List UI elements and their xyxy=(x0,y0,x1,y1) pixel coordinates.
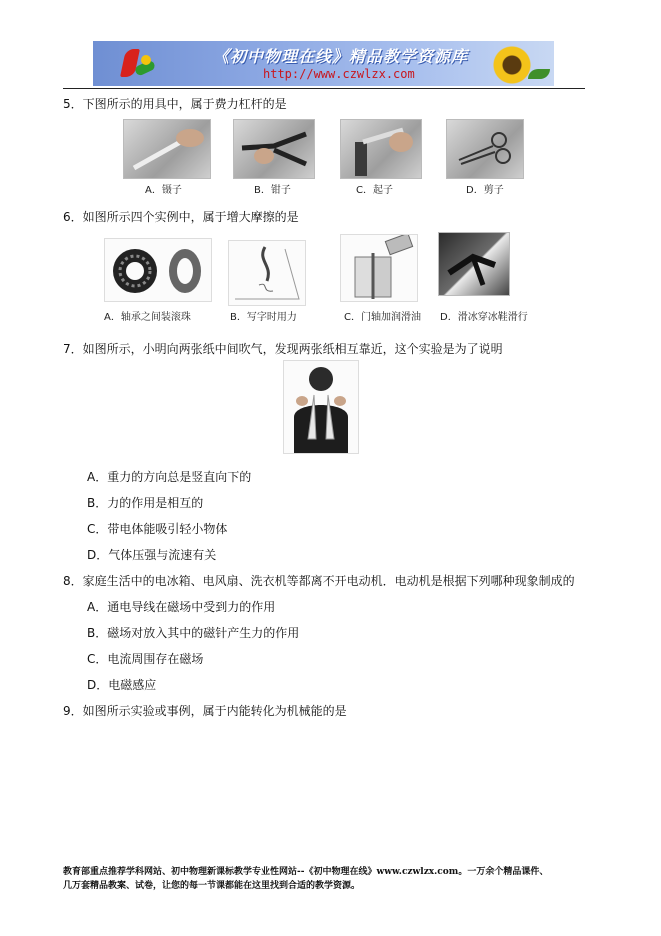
q7-option-c: C．带电体能吸引轻小物体 xyxy=(87,522,228,536)
opener-photo xyxy=(340,119,422,179)
leaf-icon xyxy=(528,69,550,79)
q5-caption-a: A．镊子 xyxy=(145,185,182,196)
q7-option-d: D．气体压强与流速有关 xyxy=(87,548,217,562)
q7-option-a: A．重力的方向总是竖直向下的 xyxy=(87,470,252,484)
q6-caption-b: B．写字时用力 xyxy=(230,312,297,323)
skating-photo xyxy=(438,232,510,296)
q8-option-c: C．电流周围存在磁场 xyxy=(87,652,204,666)
question-5-stem: 5．下图所示的用具中，属于费力杠杆的是 xyxy=(63,97,287,111)
q8-option-d: D．电磁感应 xyxy=(87,678,157,692)
door-hinge-icon xyxy=(341,235,417,301)
header-divider xyxy=(63,88,585,89)
bearing-photo xyxy=(104,238,212,302)
bearing-icon xyxy=(105,239,211,301)
q8-option-a: A．通电导线在磁场中受到力的作用 xyxy=(87,600,276,614)
question-9-stem: 9．如图所示实验或事例，属于内能转化为机械能的是 xyxy=(63,704,347,718)
tweezers-photo xyxy=(123,119,211,179)
banner-title: 《初中物理在线》精品教学资源库 xyxy=(213,47,469,66)
writing-hand-icon xyxy=(229,241,305,305)
q6-caption-a: A．轴承之间装滚珠 xyxy=(104,312,191,323)
sunflower-icon xyxy=(492,45,532,85)
q5-caption-b: B．钳子 xyxy=(254,185,291,196)
q8-option-b: B．磁场对放入其中的磁针产生力的作用 xyxy=(87,626,300,640)
footer-line-2: 几万套精品教案、试卷，让您的每一节课都能在这里找到合适的教学资源。 xyxy=(63,881,361,891)
q6-caption-c: C．门轴加润滑油 xyxy=(344,312,421,323)
pliers-photo xyxy=(233,119,315,179)
blowing-paper-photo xyxy=(283,360,359,454)
hinge-photo xyxy=(340,234,418,302)
question-8-stem: 8．家庭生活中的电冰箱、电风扇、洗衣机等都离不开电动机．电动机是根据下列哪种现象制成的 xyxy=(63,574,575,588)
scissors-photo xyxy=(446,119,524,179)
writing-photo xyxy=(228,240,306,306)
blowing-paper-icon xyxy=(284,361,358,453)
q7-option-b: B．力的作用是相互的 xyxy=(87,496,204,510)
bottle-opener-icon xyxy=(341,120,421,178)
q5-caption-c: C．起子 xyxy=(356,185,393,196)
logo-dot-icon xyxy=(141,55,151,65)
q5-caption-d: D．剪子 xyxy=(466,185,504,196)
pliers-icon xyxy=(234,120,314,178)
tweezers-icon xyxy=(124,120,210,178)
scissors-icon xyxy=(447,120,523,178)
question-6-stem: 6．如图所示四个实例中，属于增大摩擦的是 xyxy=(63,210,299,224)
q6-caption-d: D．滑冰穿冰鞋滑行 xyxy=(440,312,528,323)
speed-skater-icon xyxy=(439,233,509,295)
banner-url[interactable]: http://www.czwlzx.com xyxy=(263,67,415,81)
footer-line-1: 教育部重点推荐学科网站、初中物理新课标教学专业性网站--《初中物理在线》www.czwlzx.com。一万余个精品课件、 xyxy=(63,867,549,877)
header-banner xyxy=(93,41,554,86)
question-7-stem: 7．如图所示，小明向两张纸中间吹气，发现两张纸相互靠近，这个实验是为了说明 xyxy=(63,342,503,356)
